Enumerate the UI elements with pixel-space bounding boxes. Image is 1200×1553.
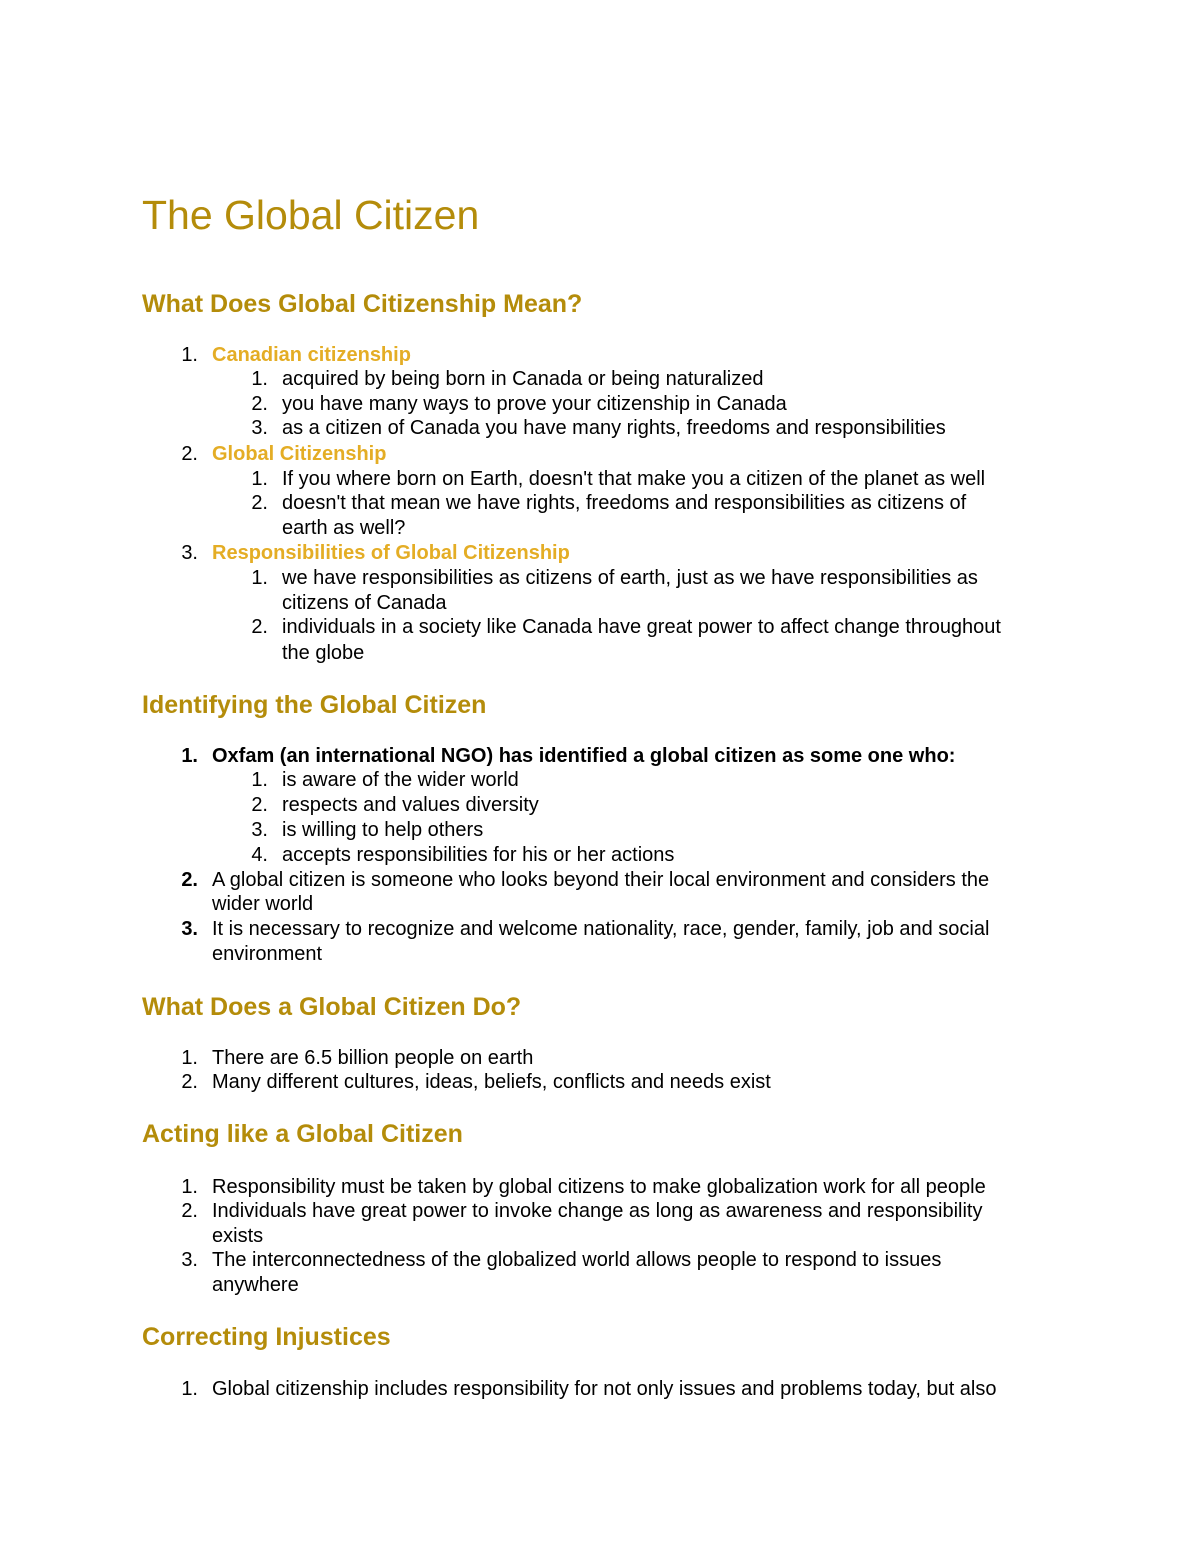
list-text: respects and values diversity xyxy=(282,794,539,816)
list-text: exists xyxy=(212,1225,264,1247)
list-text: There are 6.5 billion people on earth xyxy=(212,1047,534,1069)
list-number: 1. xyxy=(181,1378,198,1400)
list-number: 2. xyxy=(181,1200,198,1222)
list-text: It is necessary to recognize and welcome nationality, race, gender, family, job and social xyxy=(212,918,990,940)
list-text: as a citizen of Canada you have many rights, freedoms and responsibilities xyxy=(282,417,946,439)
list-number: 3. xyxy=(181,542,198,564)
list-number: 2. xyxy=(181,1071,198,1093)
list-number: 1. xyxy=(251,769,268,791)
list-number: 3. xyxy=(251,819,268,841)
list-number: 3. xyxy=(181,1249,198,1271)
list-number: 2. xyxy=(251,393,268,415)
section-heading-meaning: What Does Global Citizenship Mean? xyxy=(142,290,583,318)
list-number: 2. xyxy=(181,443,198,465)
list-number: 1. xyxy=(251,468,268,490)
list-text: is willing to help others xyxy=(282,819,484,841)
subheading-responsibilities: Responsibilities of Global Citizenship xyxy=(212,542,570,564)
list-number: 1. xyxy=(251,567,268,589)
list-number: 3. xyxy=(251,417,268,439)
list-text: A global citizen is someone who looks beyond their local environment and considers the xyxy=(212,869,990,891)
list-number: 2. xyxy=(181,869,198,891)
section-heading-what-does: What Does a Global Citizen Do? xyxy=(142,993,522,1021)
list-number: 1. xyxy=(181,1176,198,1198)
list-text: citizens of Canada xyxy=(282,592,447,614)
list-number: 2. xyxy=(251,616,268,638)
list-number: 3. xyxy=(181,918,198,940)
list-text: Responsibility must be taken by global citizens to make globalization work for all people xyxy=(212,1176,986,1198)
list-text: Global citizenship includes responsibility for not only issues and problems today, but also xyxy=(212,1378,997,1400)
list-text: environment xyxy=(212,943,323,965)
list-text: the globe xyxy=(282,642,365,664)
list-text: accepts responsibilities for his or her actions xyxy=(282,844,675,866)
list-text: If you where born on Earth, doesn't that make you a citizen of the planet as well xyxy=(282,468,986,490)
list-text: you have many ways to prove your citizenship in Canada xyxy=(282,393,787,415)
list-text: Oxfam (an international NGO) has identified a global citizen as some one who: xyxy=(212,745,956,767)
subheading-canadian-citizenship: Canadian citizenship xyxy=(212,344,411,366)
list-text: Many different cultures, ideas, beliefs, conflicts and needs exist xyxy=(212,1071,771,1093)
list-text: we have responsibilities as citizens of earth, just as we have responsibilities as xyxy=(282,567,978,589)
list-text: earth as well? xyxy=(282,517,406,539)
section-heading-acting: Acting like a Global Citizen xyxy=(142,1120,463,1148)
list-number: 2. xyxy=(251,794,268,816)
list-text: wider world xyxy=(212,893,314,915)
list-text: Individuals have great power to invoke change as long as awareness and responsibility xyxy=(212,1200,983,1222)
list-text: is aware of the wider world xyxy=(282,769,519,791)
document-title: The Global Citizen xyxy=(142,192,480,238)
list-text: doesn't that mean we have rights, freedoms and responsibilities as citizens of xyxy=(282,492,967,514)
subheading-global-citizenship: Global Citizenship xyxy=(212,443,387,465)
list-number: 4. xyxy=(251,844,268,866)
list-text: anywhere xyxy=(212,1274,299,1296)
list-number: 1. xyxy=(181,344,198,366)
list-number: 1. xyxy=(181,745,198,767)
list-number: 1. xyxy=(251,368,268,390)
list-text: The interconnectedness of the globalized world allows people to respond to issues xyxy=(212,1249,942,1271)
list-number: 1. xyxy=(181,1047,198,1069)
list-text: acquired by being born in Canada or being naturalized xyxy=(282,368,764,390)
section-heading-correcting: Correcting Injustices xyxy=(142,1323,391,1351)
section-heading-identifying: Identifying the Global Citizen xyxy=(142,691,487,719)
list-text: individuals in a society like Canada have great power to affect change throughout xyxy=(282,616,1001,638)
list-number: 2. xyxy=(251,492,268,514)
